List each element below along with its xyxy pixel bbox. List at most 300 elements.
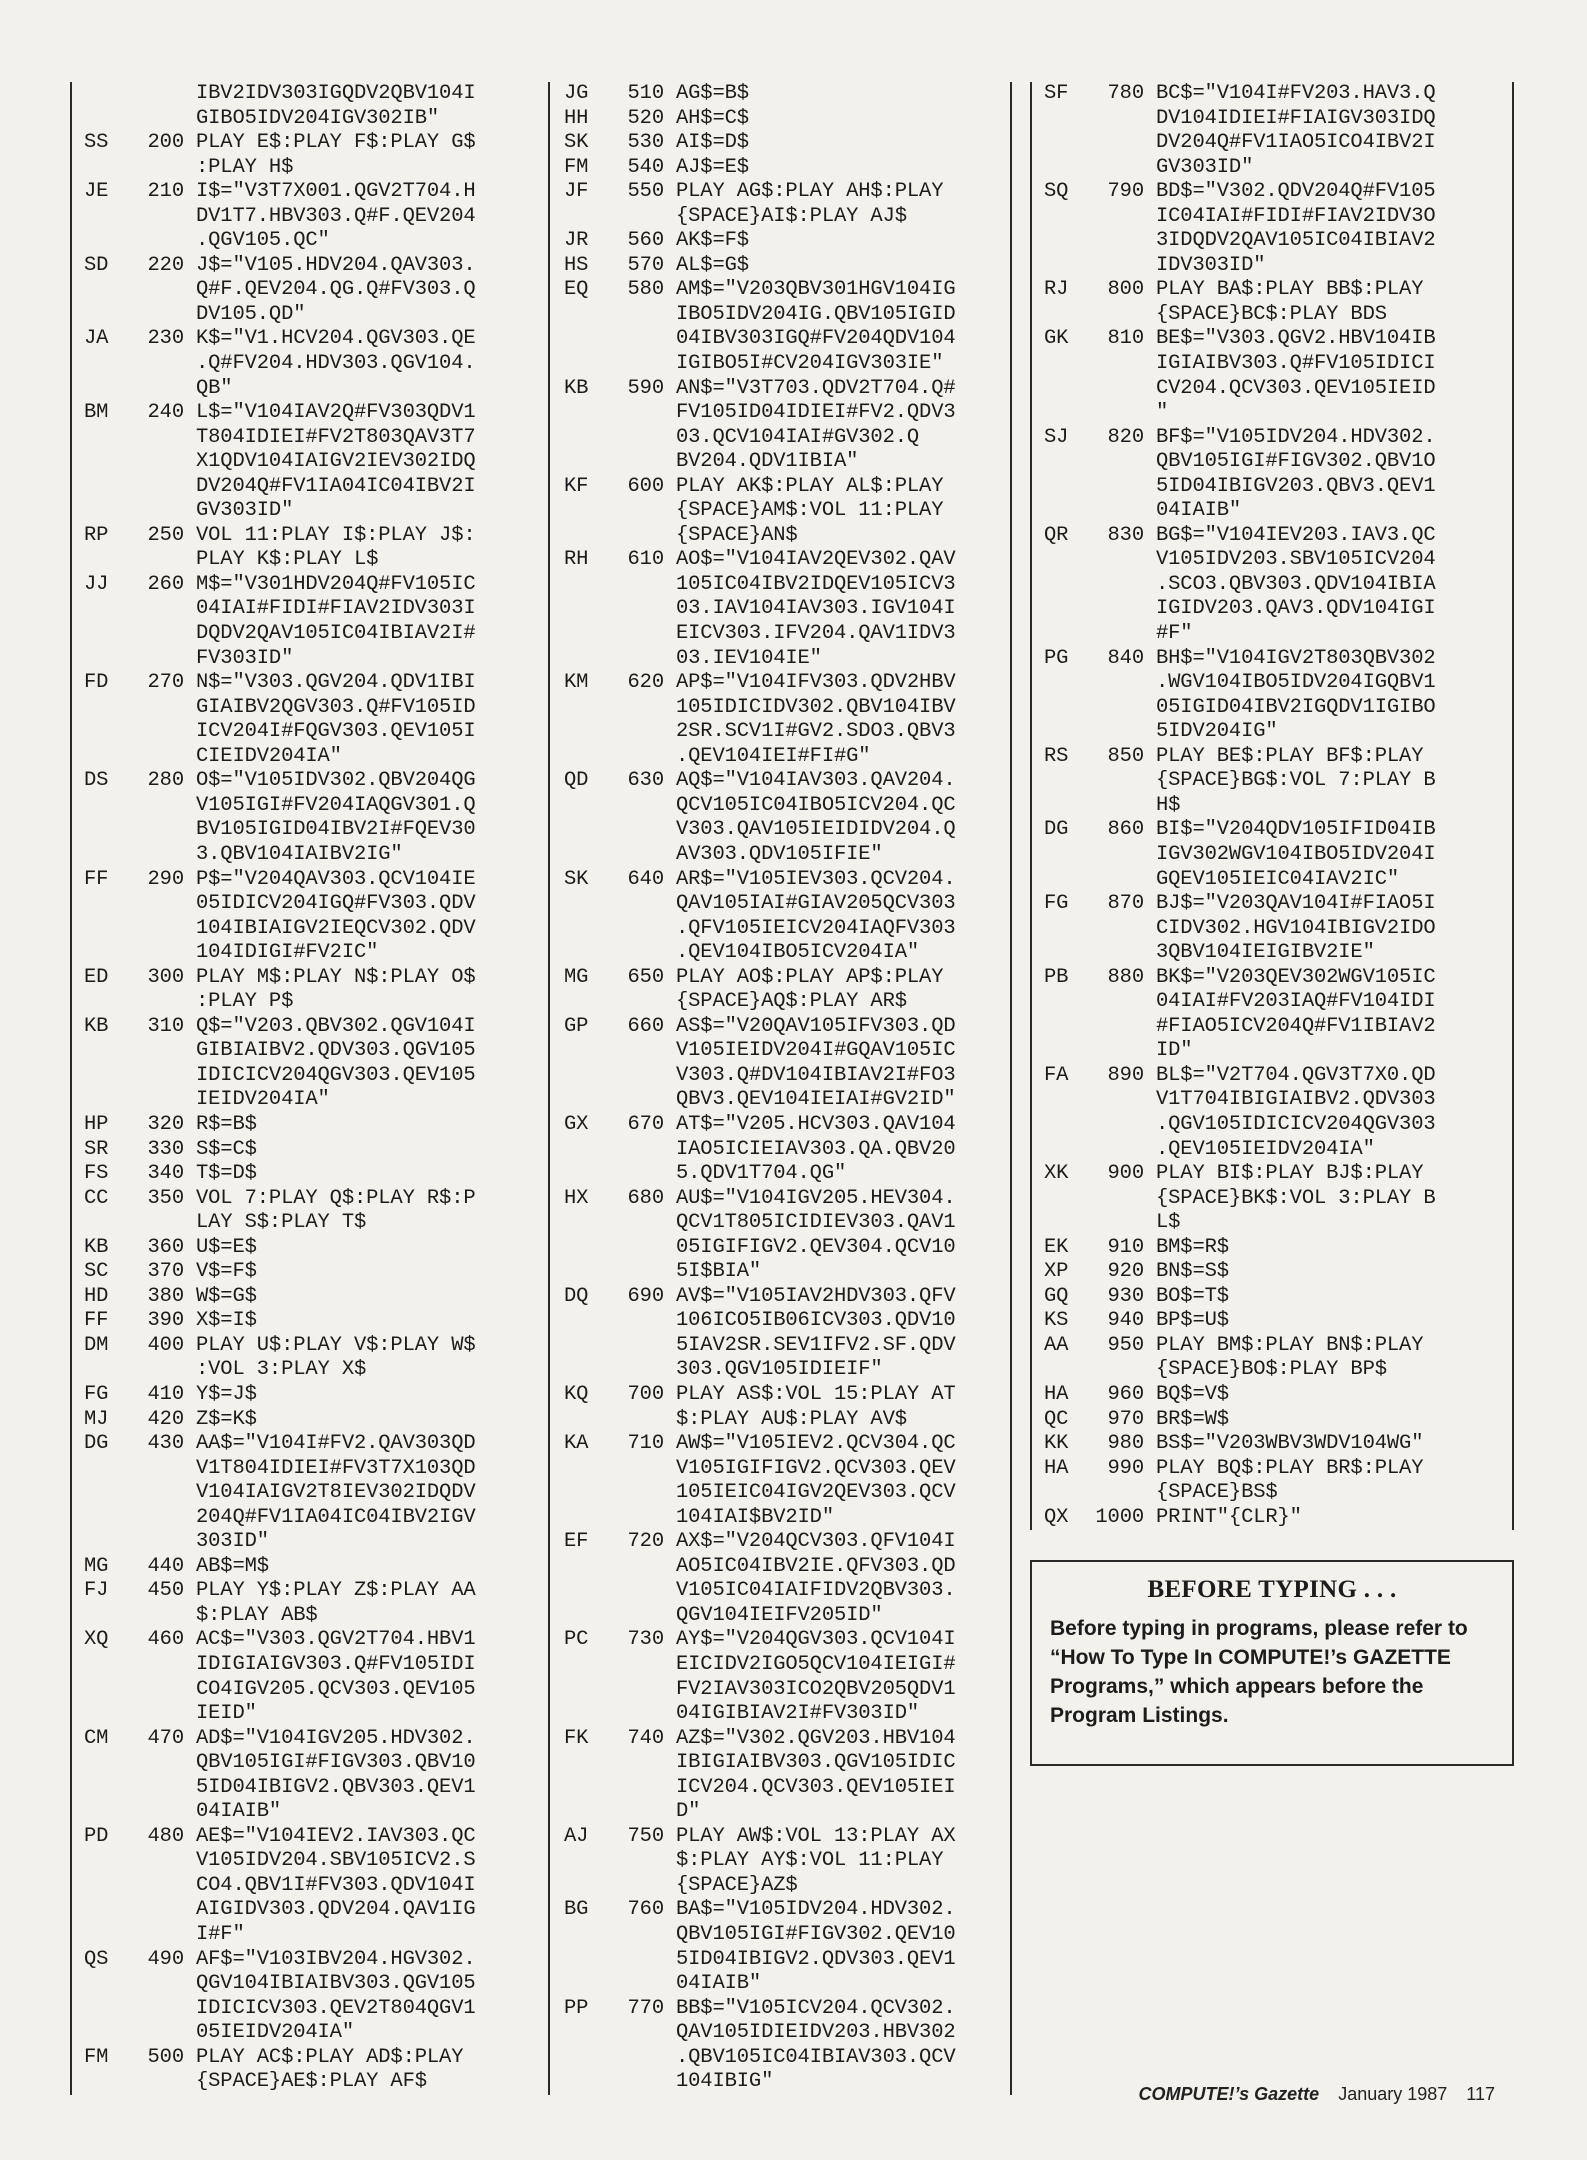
checksum: CM [84, 1726, 109, 1750]
checksum [564, 327, 608, 352]
code-text: IGIBO5I#CV204IGV303IE" [676, 352, 944, 376]
code-text: CO4IGV205.QCV303.QEV105 [196, 1677, 476, 1701]
line-number [1088, 229, 1156, 254]
checksum [564, 499, 608, 524]
code-text: 3IDQDV2QAV105IC04IBIAV2 [1156, 229, 1436, 253]
code-text: Y$=J$ [196, 1382, 257, 1406]
line-number [1088, 941, 1156, 966]
checksum [564, 2046, 608, 2071]
code-text: BC$="V104I#FV203.HAV3.Q [1156, 82, 1436, 105]
checksum [1044, 1015, 1088, 1040]
code-line [84, 1972, 548, 1997]
checksum: JR [564, 229, 589, 253]
line-number [608, 1776, 676, 1801]
code-text: P$="V204QAV303.QCV104IE [196, 867, 476, 891]
code-line [564, 1432, 1010, 1457]
code-line [564, 843, 1010, 868]
checksum [564, 843, 608, 868]
code-line [84, 1236, 548, 1261]
code-text: 5ID04IBIGV2.QDV303.QEV1 [676, 1947, 956, 1971]
code-text: AJ$=E$ [676, 155, 749, 179]
line-number: 570 [627, 253, 664, 277]
code-text: GV303ID" [196, 499, 294, 523]
line-number [1088, 696, 1156, 721]
checksum: QX [1044, 1505, 1069, 1529]
line-number [608, 622, 676, 647]
code-text: BL$="V2T704.QGV3T7X0.QD [1156, 1063, 1436, 1087]
code-line [1044, 769, 1512, 794]
line-number [128, 205, 196, 230]
code-text: QGV104IBIAIBV303.QGV105 [196, 1972, 476, 1996]
code-text: {SPACE}AZ$ [676, 1873, 798, 1897]
checksum [84, 2070, 128, 2095]
line-number: 880 [1107, 965, 1144, 989]
checksum [84, 2021, 128, 2046]
checksum [1044, 917, 1088, 942]
code-text: AS$="V20QAV105IFV303.QD [676, 1014, 956, 1038]
code-line [84, 1457, 548, 1482]
code-line [84, 1260, 548, 1285]
code-line [84, 1898, 548, 1923]
checksum [84, 1530, 128, 1555]
code-text: IGIDV203.QAV3.QDV104IGI [1156, 597, 1436, 621]
code-line [564, 1948, 1010, 1973]
line-number: 420 [147, 1407, 184, 1431]
line-number [608, 303, 676, 328]
code-line [84, 205, 548, 230]
code-text: BG$="V104IEV203.IAV3.QC [1156, 523, 1436, 547]
before-typing-title: BEFORE TYPING . . . [1147, 1576, 1397, 1603]
line-number [1088, 131, 1156, 156]
code-text: ICV204I#FQGV303.QEV105I [196, 720, 476, 744]
code-line [84, 1678, 548, 1703]
code-line [84, 917, 548, 942]
code-text: X1QDV104IAIGV2IEV302IDQ [196, 450, 476, 474]
checksum [564, 1702, 608, 1727]
checksum [564, 1064, 608, 1089]
code-text: CIDV302.HGV104IBIGV2IDO [1156, 916, 1436, 940]
checksum: SR [84, 1137, 109, 1161]
checksum: FA [1044, 1063, 1069, 1087]
code-text: 5.QDV1T704.QG" [676, 1162, 847, 1186]
line-number: 930 [1107, 1284, 1144, 1308]
line-number [128, 1088, 196, 1113]
code-text: AX$="V204QCV303.QFV104I [676, 1530, 956, 1554]
code-text: V105IEIDV204I#GQAV105IC [676, 1039, 956, 1063]
code-text: AT$="V205.HCV303.QAV104 [676, 1112, 956, 1136]
checksum: KK [1044, 1432, 1069, 1456]
code-line [84, 990, 548, 1015]
checksum [1044, 352, 1088, 377]
line-number [1088, 1113, 1156, 1138]
code-text: PLAY AO$:PLAY AP$:PLAY [676, 965, 944, 989]
checksum [84, 1972, 128, 1997]
code-text: BQ$=V$ [1156, 1382, 1229, 1406]
checksum [84, 1039, 128, 1064]
line-number [608, 1751, 676, 1776]
line-number [1088, 499, 1156, 524]
code-line [564, 1088, 1010, 1113]
line-number [128, 941, 196, 966]
code-text: AA$="V104I#FV2.QAV303QD [196, 1432, 476, 1456]
checksum [1044, 868, 1088, 893]
code-line [84, 1653, 548, 1678]
line-number: 410 [147, 1382, 184, 1406]
code-text: 5ID04IBIGV203.QBV3.QEV1 [1156, 474, 1436, 498]
code-text: AW$="V105IEV2.QCV304.QC [676, 1432, 956, 1456]
checksum [1044, 499, 1088, 524]
line-number [608, 1579, 676, 1604]
code-line [1044, 1187, 1512, 1212]
line-number [128, 892, 196, 917]
line-number [608, 941, 676, 966]
line-number [128, 647, 196, 672]
checksum [564, 1506, 608, 1531]
code-text: AG$=B$ [676, 82, 749, 105]
line-number [608, 1555, 676, 1580]
code-text: BD$="V302.QDV204Q#FV105 [1156, 180, 1436, 204]
code-line [564, 1604, 1010, 1629]
code-line [84, 1015, 548, 1040]
checksum: HD [84, 1284, 109, 1308]
line-number [1088, 352, 1156, 377]
line-number [608, 1039, 676, 1064]
code-text: PLAY AG$:PLAY AH$:PLAY [676, 180, 944, 204]
code-text: {SPACE}AQ$:PLAY AR$ [676, 990, 907, 1014]
line-number [1088, 1211, 1156, 1236]
checksum: FM [84, 2045, 109, 2069]
checksum [1044, 401, 1088, 426]
code-text: T804IDIEI#FV2T803QAV3T7 [196, 425, 476, 449]
line-number: 460 [147, 1628, 184, 1652]
code-line [84, 377, 548, 402]
code-text: BR$=W$ [1156, 1407, 1229, 1431]
code-text: BV105IGID04IBV2I#FQEV30 [196, 818, 476, 842]
line-number [128, 303, 196, 328]
line-number [608, 1702, 676, 1727]
line-number [608, 1604, 676, 1629]
line-number [128, 1702, 196, 1727]
code-line [564, 1408, 1010, 1433]
checksum [84, 1800, 128, 1825]
line-number [1088, 990, 1156, 1015]
code-text: GIBO5IDV204IGV302IB" [196, 106, 440, 130]
code-line [564, 2021, 1010, 2046]
before-typing-body: Before typing in programs, please refer to “How To Type In COMPUTE!’s GAZETTE Programs,” which appears before the Program Listings. [1050, 1617, 1468, 1727]
checksum: RS [1044, 744, 1069, 768]
checksum [1044, 156, 1088, 181]
code-text: IAO5ICIEIAV303.QA.QBV20 [676, 1137, 956, 1161]
code-line [1044, 1506, 1512, 1531]
code-text: AM$="V203QBV301HGV104IG [676, 278, 956, 302]
code-line [84, 1751, 548, 1776]
code-line [84, 1849, 548, 1874]
code-text: .QEV104IBO5ICV204IA" [676, 941, 920, 965]
checksum: BM [84, 401, 109, 425]
code-line [1044, 1358, 1512, 1383]
checksum: QC [1044, 1407, 1069, 1431]
checksum [564, 1481, 608, 1506]
line-number [608, 1211, 676, 1236]
code-text: DV204Q#FV1IAO5ICO4IBV2I [1156, 131, 1436, 155]
checksum: KB [84, 1014, 109, 1038]
code-text: .QGV105IDICICV204QGV303 [1156, 1112, 1436, 1136]
code-line [1044, 745, 1512, 770]
code-text: Q#F.QEV204.QG.Q#FV303.Q [196, 278, 476, 302]
code-line [84, 1138, 548, 1163]
line-number [1088, 917, 1156, 942]
code-line [1044, 82, 1512, 107]
checksum: SD [84, 253, 109, 277]
line-number [128, 1358, 196, 1383]
code-text: IEID" [196, 1702, 257, 1726]
checksum: XK [1044, 1162, 1069, 1186]
code-text: QCV1T805ICIDIEV303.QAV1 [676, 1211, 956, 1235]
code-line [1044, 548, 1512, 573]
code-line [564, 720, 1010, 745]
code-text: CV204.QCV303.QEV105IEID [1156, 376, 1436, 400]
listing-column-2 [552, 82, 1012, 2095]
checksum: FG [84, 1382, 109, 1406]
checksum [84, 1653, 128, 1678]
code-text: {SPACE}BO$:PLAY BP$ [1156, 1358, 1387, 1382]
code-line [84, 548, 548, 573]
line-number: 720 [627, 1530, 664, 1554]
line-number [128, 426, 196, 451]
checksum [84, 843, 128, 868]
line-number [1088, 1187, 1156, 1212]
checksum [84, 794, 128, 819]
footer-publication: COMPUTE!’s Gazette [1138, 2084, 1320, 2104]
code-line [1044, 622, 1512, 647]
code-line [84, 1628, 548, 1653]
checksum [84, 1702, 128, 1727]
line-number [128, 794, 196, 819]
checksum [1044, 941, 1088, 966]
checksum [1044, 1481, 1088, 1506]
checksum [564, 1678, 608, 1703]
checksum: HX [564, 1186, 589, 1210]
code-text: DV104IDIEI#FIAIGV303IDQ [1156, 106, 1436, 130]
code-text: U$=E$ [196, 1235, 257, 1259]
code-text: DV1T7.HBV303.Q#F.QEV204 [196, 204, 476, 228]
checksum: HP [84, 1112, 109, 1136]
line-number: 280 [147, 769, 184, 793]
line-number [1088, 769, 1156, 794]
code-line [84, 868, 548, 893]
line-number: 970 [1107, 1407, 1144, 1431]
code-text: PLAY BA$:PLAY BB$:PLAY [1156, 278, 1424, 302]
code-line [564, 1113, 1010, 1138]
code-line [564, 401, 1010, 426]
code-line [1044, 671, 1512, 696]
line-number [1088, 107, 1156, 132]
code-line [1044, 966, 1512, 991]
code-text: 03.QCV104IAI#GV302.Q [676, 425, 920, 449]
code-text: BN$=S$ [1156, 1260, 1229, 1284]
code-text: 05IGID04IBV2IGQDV1IGIBO [1156, 695, 1436, 719]
code-line [84, 2021, 548, 2046]
code-line [1044, 401, 1512, 426]
code-line [1044, 1064, 1512, 1089]
checksum [1044, 990, 1088, 1015]
code-line [564, 1039, 1010, 1064]
code-text: $:PLAY AU$:PLAY AV$ [676, 1407, 907, 1431]
line-number [608, 573, 676, 598]
line-number [1088, 254, 1156, 279]
checksum: SK [564, 867, 589, 891]
checksum [564, 1972, 608, 1997]
code-text: {SPACE}AM$:VOL 11:PLAY [676, 499, 944, 523]
checksum [564, 1948, 608, 1973]
checksum [564, 1776, 608, 1801]
line-number [128, 499, 196, 524]
line-number: 370 [147, 1260, 184, 1284]
code-text: I#F" [196, 1923, 245, 1947]
line-number [1088, 843, 1156, 868]
line-number [128, 450, 196, 475]
line-number: 790 [1107, 180, 1144, 204]
checksum [564, 1138, 608, 1163]
line-number [128, 843, 196, 868]
line-number: 890 [1107, 1063, 1144, 1087]
code-line [84, 745, 548, 770]
line-number [608, 1334, 676, 1359]
code-text: FV2IAV303ICO2QBV205QDV1 [676, 1677, 956, 1701]
code-line [84, 1555, 548, 1580]
code-text: AO$="V104IAV2QEV302.QAV [676, 548, 956, 572]
code-line [1044, 475, 1512, 500]
code-line [84, 1064, 548, 1089]
line-number: 200 [147, 131, 184, 155]
code-text: #FIAO5ICV204Q#FV1IBIAV2 [1156, 1014, 1436, 1038]
checksum: JG [564, 82, 589, 105]
checksum [84, 1923, 128, 1948]
checksum: AJ [564, 1824, 589, 1848]
code-line [1044, 720, 1512, 745]
code-text: 04IAI#FV203IAQ#FV104IDI [1156, 990, 1436, 1014]
checksum: DG [1044, 818, 1069, 842]
code-line [564, 499, 1010, 524]
code-line [1044, 1138, 1512, 1163]
code-text: X$=I$ [196, 1309, 257, 1333]
line-number [128, 1972, 196, 1997]
line-number: 940 [1107, 1309, 1144, 1333]
code-text: PLAY BI$:PLAY BJ$:PLAY [1156, 1162, 1424, 1186]
checksum [564, 892, 608, 917]
code-text: W$=G$ [196, 1284, 257, 1308]
code-line [84, 401, 548, 426]
line-number: 300 [147, 965, 184, 989]
checksum [1044, 794, 1088, 819]
code-line [1044, 1260, 1512, 1285]
code-text: 04IGIBIAV2I#FV303ID" [676, 1702, 920, 1726]
line-number [608, 2046, 676, 2071]
checksum: FM [564, 155, 589, 179]
line-number [1088, 156, 1156, 181]
code-text: BH$="V104IGV2T803QBV302 [1156, 646, 1436, 670]
checksum [564, 426, 608, 451]
line-number: 680 [627, 1186, 664, 1210]
line-number: 870 [1107, 892, 1144, 916]
checksum: QR [1044, 523, 1069, 547]
code-text: #F" [1156, 622, 1193, 646]
code-text: PLAY BQ$:PLAY BR$:PLAY [1156, 1456, 1424, 1480]
checksum [564, 1751, 608, 1776]
line-number: 560 [627, 229, 664, 253]
code-text: BK$="V203QEV302WGV105IC [1156, 965, 1436, 989]
code-line [564, 647, 1010, 672]
line-number [1088, 1039, 1156, 1064]
code-text: Q$="V203.QBV302.QGV104I [196, 1014, 476, 1038]
checksum [564, 1579, 608, 1604]
checksum: KB [84, 1235, 109, 1259]
line-number [608, 1481, 676, 1506]
code-line [1044, 205, 1512, 230]
code-line [564, 966, 1010, 991]
code-line [1044, 1088, 1512, 1113]
code-line [564, 1064, 1010, 1089]
checksum [564, 1162, 608, 1187]
line-number [128, 696, 196, 721]
code-line [564, 1187, 1010, 1212]
code-text: QAV105IAI#GIAV205QCV303 [676, 892, 956, 916]
code-text: VOL 7:PLAY Q$:PLAY R$:P [196, 1186, 476, 1210]
code-line [564, 2046, 1010, 2071]
code-line [564, 917, 1010, 942]
code-line [84, 597, 548, 622]
line-number: 840 [1107, 646, 1144, 670]
line-number: 520 [627, 106, 664, 130]
line-number [128, 548, 196, 573]
checksum [564, 1923, 608, 1948]
line-number [128, 1604, 196, 1629]
checksum: HA [1044, 1456, 1069, 1480]
code-text: QBV105IGI#FIGV302.QBV1O [1156, 450, 1436, 474]
line-number: 550 [627, 180, 664, 204]
code-line [84, 1088, 548, 1113]
listing-column-1 [70, 82, 550, 2095]
code-text: 03.IAV104IAV303.IGV104I [676, 597, 956, 621]
code-line [1044, 180, 1512, 205]
code-line [84, 941, 548, 966]
checksum [84, 720, 128, 745]
code-line [564, 205, 1010, 230]
line-number [608, 327, 676, 352]
code-line [564, 1530, 1010, 1555]
checksum [564, 1039, 608, 1064]
code-text: QBV105IGI#FIGV302.QEV10 [676, 1923, 956, 1947]
code-line [84, 450, 548, 475]
code-text: {SPACE}BC$:PLAY BDS [1156, 302, 1387, 326]
line-number [608, 2021, 676, 2046]
code-line [84, 1825, 548, 1850]
code-line [564, 548, 1010, 573]
line-number [608, 401, 676, 426]
line-number: 1000 [1095, 1505, 1144, 1529]
code-text: J$="V105.HDV204.QAV303. [196, 253, 476, 277]
code-line [564, 1138, 1010, 1163]
code-text: V303.Q#DV104IBIAV2I#FO3 [676, 1063, 956, 1087]
line-number [1088, 548, 1156, 573]
code-text: GIAIBV2QGV303.Q#FV105ID [196, 695, 476, 719]
line-number: 330 [147, 1137, 184, 1161]
checksum [1044, 769, 1088, 794]
checksum [564, 1358, 608, 1383]
line-number: 620 [627, 671, 664, 695]
checksum [564, 745, 608, 770]
line-number [128, 1800, 196, 1825]
